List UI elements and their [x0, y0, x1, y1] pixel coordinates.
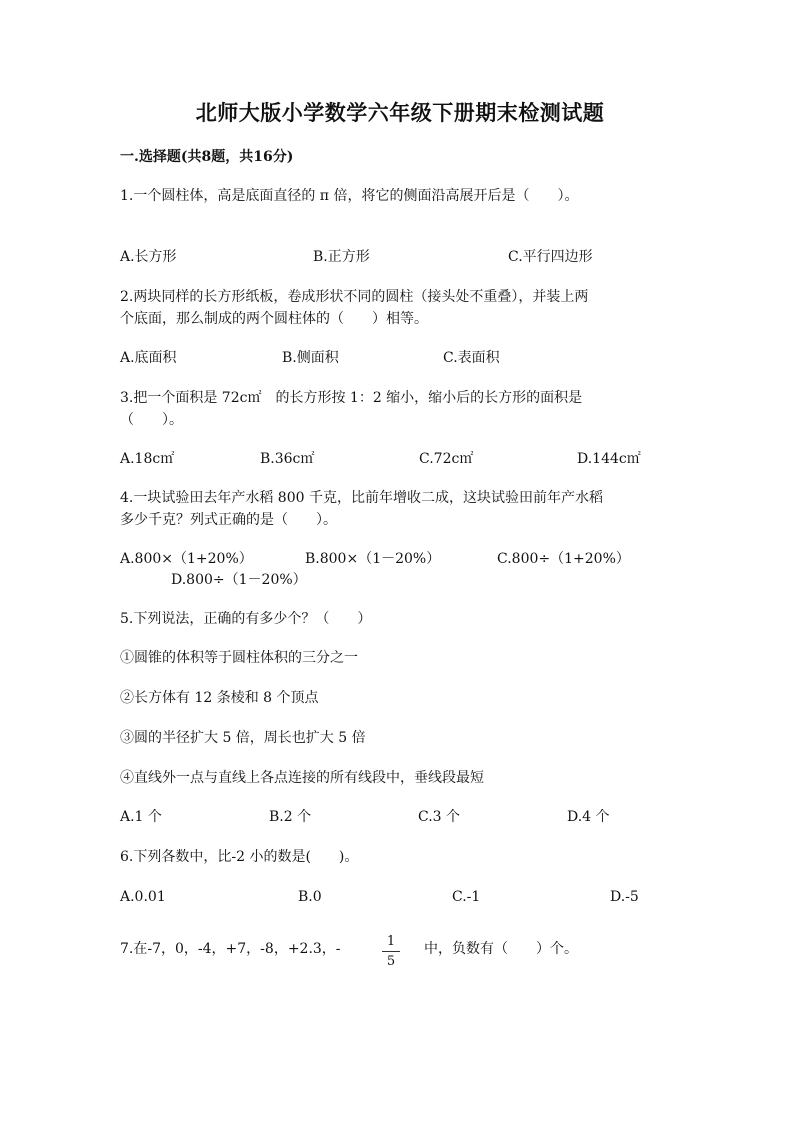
question-4-text-line-1: 4.一块试验田去年产水稻 800 千克，比前年增收二成，这块试验田前年产水稻: [120, 490, 603, 506]
section-heading: 一.选择题(共8题，共16分): [120, 149, 294, 165]
question-4-text-line-2: 多少千克？列式正确的是（ ）。: [120, 512, 337, 528]
question-7-text-end: 中，负数有（ ）个。: [424, 941, 578, 957]
question-6-option-b: B.0: [298, 889, 322, 905]
question-5-option-b: B.2 个: [269, 809, 312, 825]
question-6-option-a: A.0.01: [120, 889, 166, 905]
question-6-text: 6.下列各数中，比-2 小的数是( )。: [120, 849, 359, 865]
question-5-option-c: C.3 个: [418, 809, 461, 825]
fraction-bar: [382, 951, 400, 952]
question-1-option-b: B.正方形: [313, 249, 370, 265]
question-6-option-d: D.-5: [610, 889, 639, 905]
question-5-statement-1: ①圆锥的体积等于圆柱体积的三分之一: [120, 650, 358, 666]
question-5-option-a: A.1 个: [120, 809, 162, 825]
question-5-statement-3: ③圆的半径扩大 5 倍，周长也扩大 5 倍: [120, 730, 366, 746]
fraction-numerator: 1: [386, 934, 396, 949]
question-3-option-d: D.144c㎡: [577, 451, 641, 467]
question-2-text-line-2: 个底面，那么制成的两个圆柱体的（ ）相等。: [120, 311, 428, 327]
question-3-option-a: A.18c㎡: [120, 451, 175, 467]
question-3-text-line-1: 3.把一个面积是 72c㎡ 的长方形按 1：2 缩小，缩小后的长方形的面积是: [120, 390, 583, 406]
question-6-option-c: C.-1: [452, 889, 481, 905]
question-2-option-c: C.表面积: [443, 350, 500, 366]
question-1-text: 1.一个圆柱体，高是底面直径的 π 倍，将它的侧面沿高展开后是（ ）。: [120, 188, 579, 204]
question-3-option-c: C.72c㎡: [419, 451, 474, 467]
question-4-option-d: D.800÷（1－20%）: [171, 572, 307, 588]
question-1-option-c: C.平行四边形: [508, 249, 593, 265]
question-4-option-b: B.800×（1－20%）: [305, 551, 441, 567]
question-5-text: 5.下列说法，正确的有多少个？（ ）: [120, 611, 372, 627]
question-3-text-line-2: （ ）。: [120, 412, 183, 428]
question-7-text-start: 7.在-7，0，-4，+7，-8，+2.3，-: [120, 941, 341, 957]
page-title: 北师大版小学数学六年级下册期末检测试题: [195, 100, 605, 125]
question-5-option-d: D.4 个: [567, 809, 610, 825]
fraction-denominator: 5: [386, 954, 396, 969]
question-2-option-a: A.底面积: [120, 350, 177, 366]
question-4-option-a: A.800×（1+20%）: [120, 551, 253, 567]
question-2-text-line-1: 2.两块同样的长方形纸板，卷成形状不同的圆柱（接头处不重叠），并装上两: [120, 289, 589, 305]
question-1-option-a: A.长方形: [120, 249, 177, 265]
question-5-statement-2: ②长方体有 12 条棱和 8 个顶点: [120, 690, 319, 706]
question-3-option-b: B.36c㎡: [260, 451, 315, 467]
question-4-option-c: C.800÷（1+20%）: [497, 551, 630, 567]
question-5-statement-4: ④直线外一点与直线上各点连接的所有线段中，垂线段最短: [120, 770, 484, 786]
question-7-fraction: [382, 935, 400, 968]
question-2-option-b: B.侧面积: [282, 350, 339, 366]
